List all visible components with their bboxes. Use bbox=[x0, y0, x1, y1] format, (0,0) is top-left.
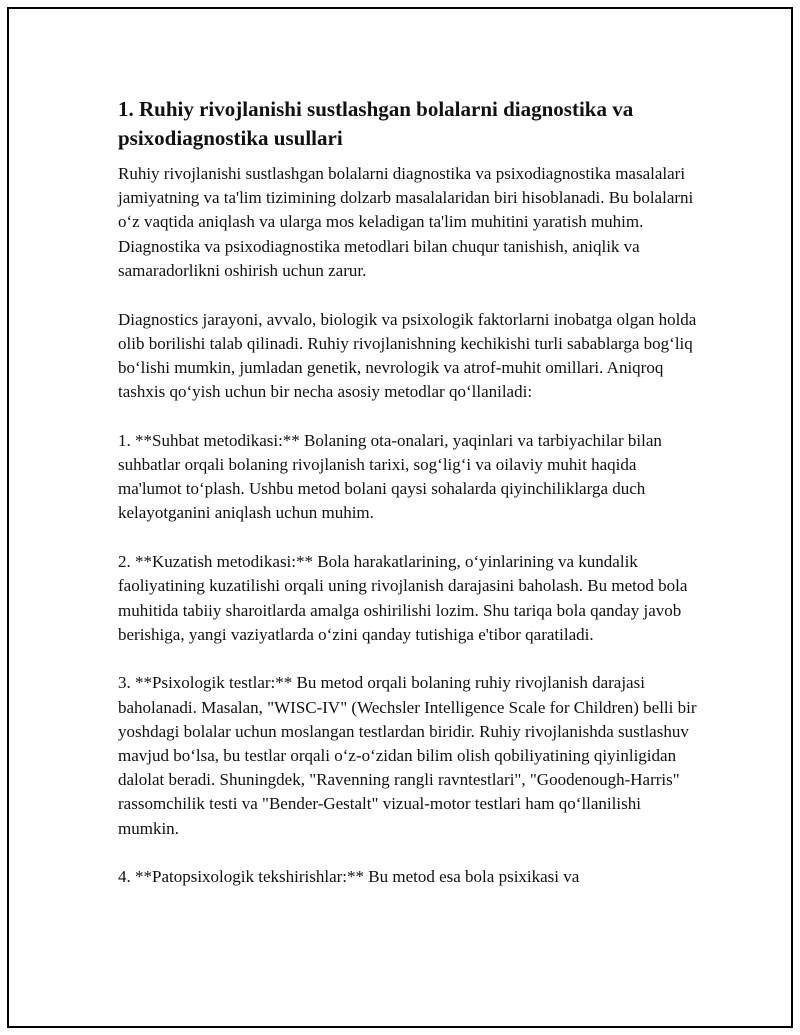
paragraph-intro: Ruhiy rivojlanishi sustlashgan bolalarni diagnostika va psixodiagnostika masalalari jamiyatning va ta'lim tizimining dolzarb masalalaridan biri hisoblanadi. Bu bolalarni o‘z vaqtida aniqlash va ularga mos keladigan ta'lim muhitini yaratish muhim. Diagnostika va psixodiagnostika metodlari bilan chuqur tanishish, aniqlik va samaradorlikni oshirish uchun zarur. bbox=[118, 164, 694, 280]
paragraph-method-psychological-tests: 3. **Psixologik testlar:** Bu metod orqali bolaning ruhiy rivojlanish darajasi baholanadi. Masalan, "WISC-IV" (Wechsler Intelligence Scale for Children) belli bir yoshdagi bolalar uchun moslangan testlardan biridir. Ruhiy rivojlanishda sustlashuv mavjud bo‘lsa, bu testlar orqali o‘z-o‘zidan bilim olish qobiliyatining qiyinligidan dalolat beradi. Shuningdek, "Ravenning rangli ravntestlari", "Goodenough-Harris" rassomchilik testi va "Bender-Gestalt" vizual-motor testlari ham qo‘llanilishi mumkin. bbox=[118, 673, 697, 838]
document-body bbox=[118, 95, 698, 914]
paragraph-method-observation: 2. **Kuzatish metodikasi:** Bola harakatlarining, o‘yinlarining va kundalik faoliyatining kuzatilishi orqali uning rivojlanish darajasini baholash. Bu metod bola muhitida tabiiy sharoitlarda amalga oshirilishi lozim. Shu tariqa bola qanday javob berishiga, yangi vaziyatlarda o‘zini qanday tutishiga e'tibor qaratiladi. bbox=[118, 552, 688, 644]
section-heading: 1. Ruhiy rivojlanishi sustlashgan bolalarni diagnostika va psixodiagnostika usullari bbox=[118, 97, 634, 150]
paragraph-method-conversation: 1. **Suhbat metodikasi:** Bolaning ota-onalari, yaqinlari va tarbiyachilar bilan suhbatlar orqali bolaning rivojlanish tarixi, sog‘lig‘i va oilaviy muhit haqida ma'lumot to‘plash. Ushbu metod bolani qaysi sohalarda qiyinchiliklarga duch kelayotganini aniqlash uchun muhim. bbox=[118, 430, 662, 523]
paragraph-diagnostics: Diagnostics jarayoni, avvalo, biologik va psixologik faktorlarni inobatga olgan holda olib borilishi talab qilinadi. Ruhiy rivojlanishning kechikishi turli sabablarga bog‘liq bo‘lishi mumkin, jumladan genetik, nevrologik va atrof-muhit omillari. Aniqroq tashxis qo‘yish uchun bir necha asosiy metodlar qo‘llaniladi: bbox=[118, 309, 697, 402]
document-page bbox=[7, 7, 793, 1028]
paragraph-method-pathopsychology: 4. **Patopsixologik tekshirishlar:** Bu metod esa bola psixikasi va bbox=[118, 867, 580, 887]
